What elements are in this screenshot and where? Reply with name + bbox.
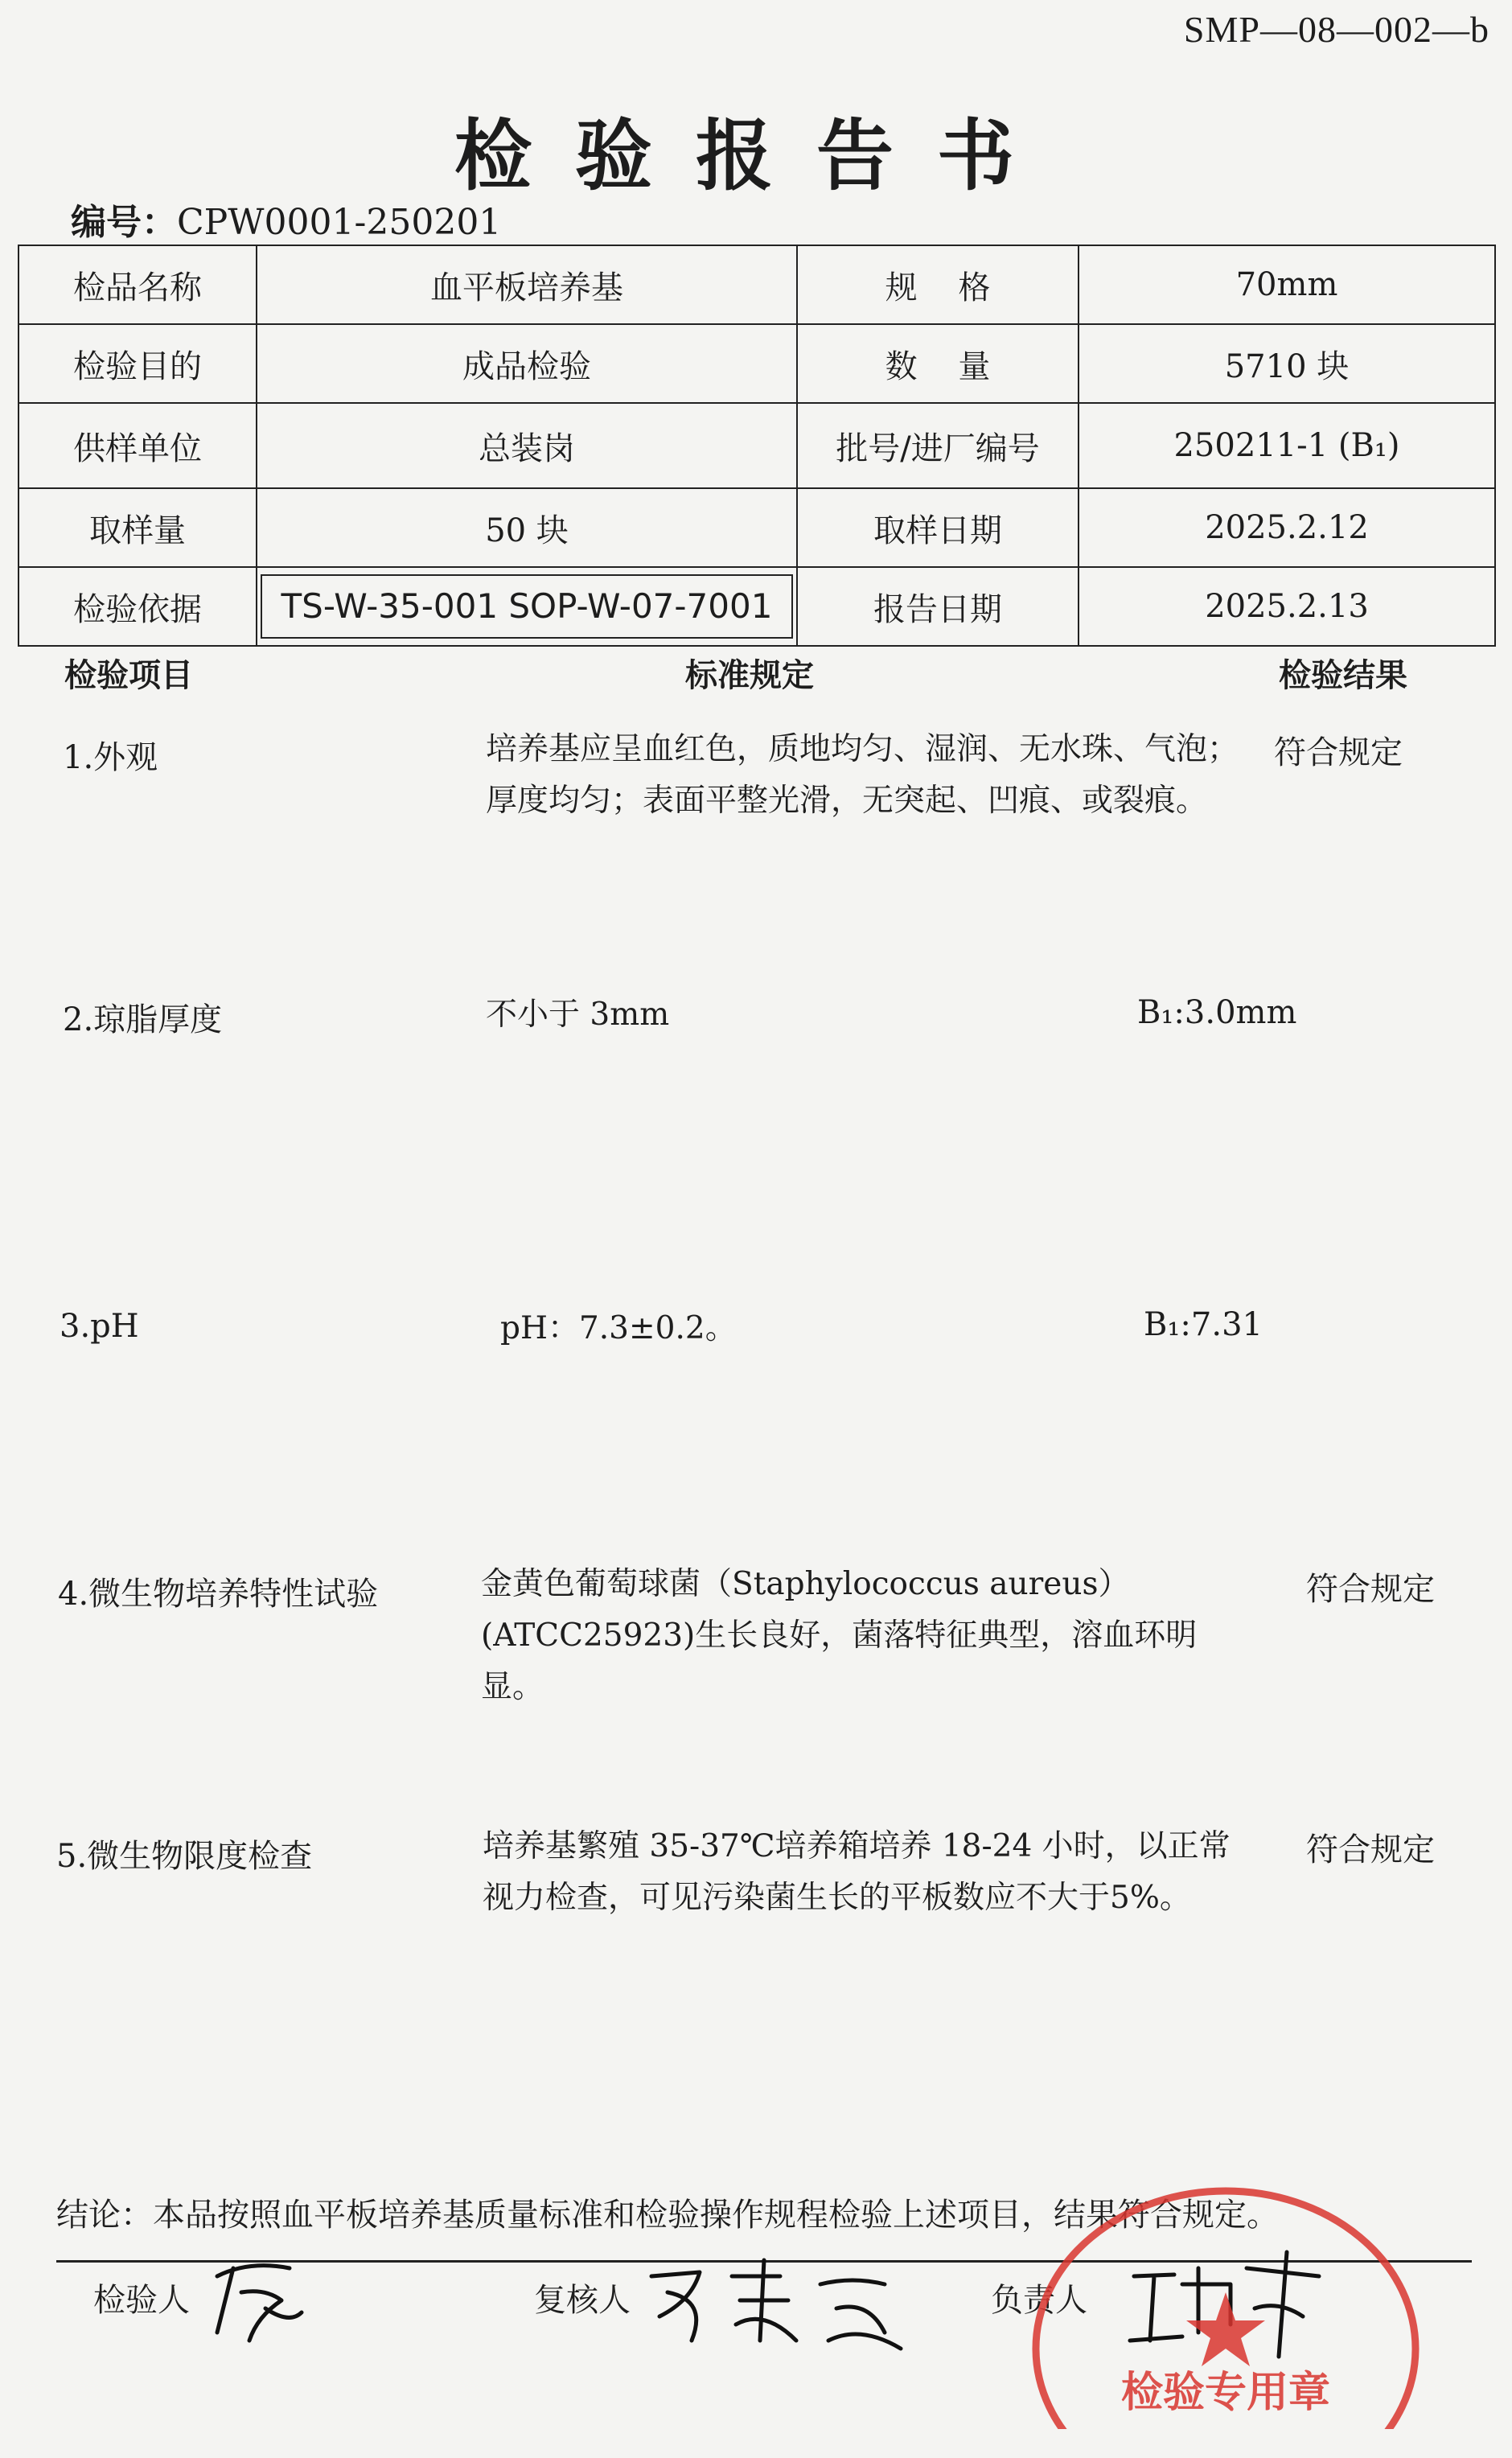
value-sample-date: 2025.2.12 [1079,488,1495,567]
value-basis-cell [257,567,797,646]
report-title: 检验报告书 [454,111,1058,201]
seal-text: 检验专用章 [1120,2369,1331,2417]
item-result: B₁:3.0mm [1137,994,1297,1031]
report-number-value: CPW0001-250201 [177,202,502,243]
header-item: 检验项目 [64,657,193,694]
label-basis: 检验依据 [18,567,257,646]
report-number [71,193,501,245]
label-sample-amount: 取样量 [18,488,257,567]
item-name: 2.琼脂厚度 [63,1001,223,1038]
header-result: 检验结果 [1279,657,1407,694]
table-row [18,245,1495,324]
label-product-name: 检品名称 [18,245,257,324]
value-purpose: 成品检验 [257,324,797,403]
conclusion: 结论：本品按照血平板培养基质量标准和检验操作规程检验上述项目，结果符合规定。 [56,2197,1279,2234]
value-quantity: 5710 块 [1079,324,1495,403]
item-name: 1.外观 [63,739,158,776]
item-result: B₁:7.31 [1144,1306,1263,1343]
label-quantity: 数 量 [797,324,1079,403]
responsible-label: 负责人 [991,2282,1087,2319]
label-sample-date: 取样日期 [797,488,1079,567]
inspector-signature [201,2244,314,2349]
item-name: 4.微生物培养特性试验 [58,1576,379,1613]
value-product-name: 血平板培养基 [257,245,797,324]
reviewer-signature [643,2244,909,2357]
inspector-label: 检验人 [93,2282,190,2319]
header-standard: 标准规定 [685,657,814,694]
table-row [18,403,1495,488]
info-table [18,245,1496,647]
label-report-date: 报告日期 [797,567,1079,646]
item-result: 符合规定 [1306,1831,1435,1868]
value-batch: 250211-1 (B₁) [1079,403,1495,488]
table-row [18,488,1495,567]
item-result: 符合规定 [1274,734,1403,771]
item-standard: 培养基应呈血红色，质地均匀、湿润、无水珠、气泡；厚度均匀；表面平整光滑，无突起、凹痕、或裂痕。 [486,731,1239,819]
value-sample-amount: 50 块 [257,488,797,567]
label-supplier: 供样单位 [18,403,257,488]
seal-star-icon [1186,2292,1265,2366]
value-report-date: 2025.2.13 [1079,567,1495,646]
value-basis: TS-W-35-001 SOP-W-07-7001 [261,574,793,639]
report-number-label: 编号： [71,202,177,243]
label-batch: 批号/进厂编号 [797,403,1079,488]
inspection-seal [1015,2156,1433,2429]
item-standard: pH：7.3±0.2。 [500,1310,737,1346]
label-spec: 规 格 [797,245,1079,324]
item-name: 3.pH [60,1308,139,1345]
reviewer-label: 复核人 [534,2282,631,2319]
item-standard: 不小于 3mm [486,997,670,1033]
label-purpose: 检验目的 [18,324,257,403]
item-name: 5.微生物限度检查 [56,1838,313,1875]
item-result: 符合规定 [1306,1571,1435,1608]
item-standard: 金黄色葡萄球菌（Staphylococcus aureus）(ATCC25923)生长良好，菌落特征典型，溶血环明显。 [481,1566,1198,1705]
document-code: SMP—08—002—b [1183,9,1489,50]
table-row [18,324,1495,403]
value-supplier: 总装岗 [257,403,797,488]
item-standard: 培养基繁殖 35-37℃培养箱培养 18-24 小时，以正常视力检查，可见污染菌生长的平板数应不大于5%。 [483,1828,1231,1916]
value-spec: 70mm [1079,245,1495,324]
table-row [18,567,1495,646]
